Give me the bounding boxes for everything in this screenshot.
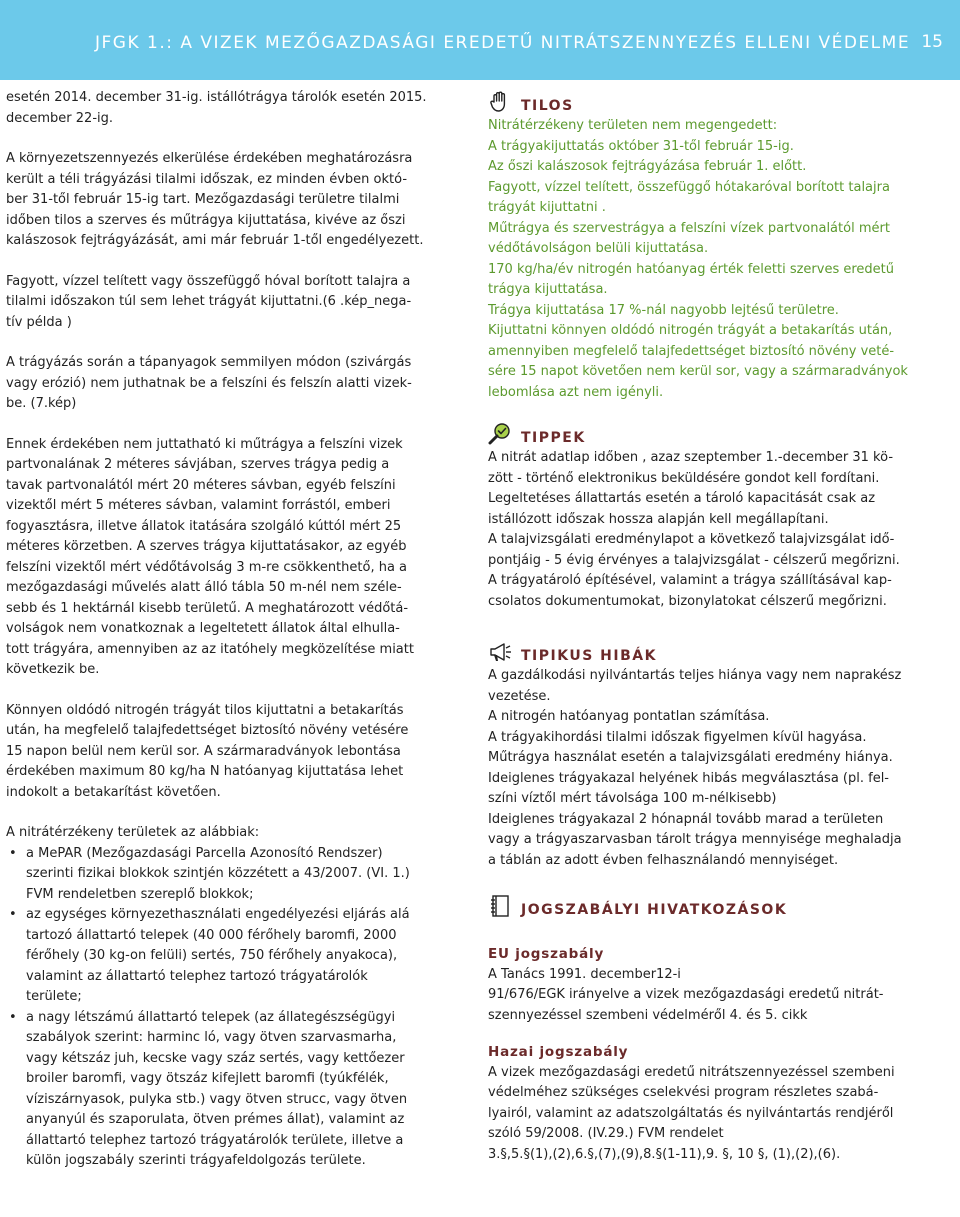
jogszabaly-heading — [488, 898, 948, 920]
hibak-heading — [488, 644, 948, 666]
text-line: Fagyott, vízzel telített, összefüggő hótakaróval borított talajra — [488, 179, 890, 195]
text-line: vezetése. — [488, 688, 551, 704]
text-line: csolatos dokumentumokat, bizonylatokat célszerű megőrizni. — [488, 593, 887, 609]
text-line: méteres körzetben. A szerves trágya kijuttatásakor, az egyéb — [6, 539, 407, 554]
notebook-icon — [488, 894, 512, 918]
text-line: volságok nem vonatkoznak a legeltetett állatok által elhulla- — [6, 621, 400, 636]
text-line: A gazdálkodási nyilvántartás teljes hiánya vagy nem naprakész — [488, 668, 902, 683]
text-line: A Tanács 1991. december12-i — [488, 966, 681, 982]
paragraph — [6, 701, 464, 804]
text-line: A környezetszennyezés elkerülése érdekében meghatározásra — [6, 151, 413, 166]
jogszabaly-title: JOGSZABÁLYI HIVATKOZÁSOK — [521, 902, 788, 918]
text-line: Kijuttatni könnyen oldódó nitrogén trágyát a betakarítás után, — [488, 323, 893, 338]
text-line: szerinti fizikai blokkok szintjén közzétett a 43/2007. (VI. 1.) — [26, 866, 410, 881]
text-line: Az őszi kalászosok fejtrágyázása február 1. előtt. — [488, 159, 807, 174]
text-line: anyanyúl és szaporulata, ötven prémes állat), valamint az — [26, 1112, 405, 1127]
text-line: felszíni vizektől mért védőtávolság 3 m-re csökkenthető, ha a — [6, 559, 408, 575]
text-line: Könnyen oldódó nitrogén trágyát tilos kijuttatni a betakarítás — [6, 702, 404, 718]
text-line: december 22-ig. — [6, 110, 114, 126]
header-title: JFGK 1.: A VIZEK MEZŐGAZDASÁGI EREDETŰ NITRÁTSZENNYEZÉS ELLENI VÉDELME — [95, 33, 911, 53]
text-line: istállózott időszak hossza alapján kell megállapítani. — [488, 511, 829, 527]
text-line: védőtávolságon belüli kijuttatása. — [488, 241, 709, 256]
text-line: vagy a trágyaszarvasban tárolt trágya mennyisége meghaladja — [488, 832, 902, 847]
text-line: sére 15 napot követően nem kerül sor, vagy a szármaradványok — [488, 364, 908, 379]
text-line: valamint az állattartó telephez tartozó trágyatárolók — [26, 968, 368, 984]
text-line: kalászosok fejtrágyázását, ami már február 1-től engedélyezett. — [6, 233, 424, 248]
tippek-section — [488, 426, 948, 612]
text-line: vagy erózió) nem juthatnak be a felszíni és felszín alatti vizek- — [6, 375, 412, 391]
jogszabaly-section — [488, 898, 948, 1165]
text-line: A trágyázás során a tápanyagok semmilyen módon (szivárgás — [6, 355, 412, 370]
left-column — [6, 88, 464, 1172]
text-line: területe; — [26, 989, 82, 1004]
text-line: be. (7.kép) — [6, 396, 77, 411]
text-line: pontjáig - 5 évig érvényes a talajvizsgálat - célszerű megőrizni. — [488, 552, 900, 568]
text-line: amennyiben megfelelő talajfedettséget biztosító növény veté- — [488, 343, 895, 359]
text-line: állattartó telephez tartozó trágyatárolók területe, illetve a — [26, 1132, 404, 1148]
text-line: tilalmi időszakon túl sem lehet trágyát kijuttatni.(6 .kép_nega- — [6, 294, 412, 309]
text-line: • a MePAR (Mezőgazdasági Parcella Azonosító Rendszer) — [26, 845, 383, 861]
tippek-heading — [488, 426, 948, 448]
paragraph — [6, 435, 464, 681]
text-line: ber 31-től február 15-ig tart. Mezőgazdasági területre tilalmi — [6, 192, 400, 207]
text-line: került a téli trágyázási tilalmi időszak, ez minden évben októ- — [6, 171, 408, 187]
text-line: 170 kg/ha/év nitrogén hatóanyag érték feletti szerves eredetű — [488, 261, 895, 277]
text-line: tott trágyára, amennyiben az az itatóhely megközelítése miatt — [6, 641, 414, 657]
text-line: A trágyakihordási tilalmi időszak figyelmen kívül hagyása. — [488, 729, 867, 745]
text-line: A talajvizsgálati eredménylapot a következő talajvizsgálat idő- — [488, 532, 895, 547]
stop-hand-icon — [488, 90, 512, 114]
text-line: Trágya kijuttatása 17 %-nál nagyobb lejtésű területre. — [488, 302, 839, 318]
text-line: férőhely (30 kg-on felüli) sertés, 750 férőhely anyakoca), — [26, 948, 398, 963]
nitrate-area-list — [6, 844, 464, 1172]
eu-law-heading: EU jogszabály — [488, 946, 605, 962]
text-line: mezőgazdasági művelés alatt álló tábla 50 m-nél nem széle- — [6, 580, 402, 595]
text-line: trágyát kijuttatni . — [488, 200, 606, 215]
text-line: • az egységes környezethasználati engedélyezési eljárás alá — [26, 907, 410, 922]
text-line: vizektől mért 5 méteres sávban, valamint forrástól, emberi — [6, 498, 391, 513]
text-line: vagy kétszáz juh, kecske vagy száz sertés, vagy kettőezer — [26, 1050, 405, 1066]
text-line: fogyasztásra, illetve állatok itatására szolgáló kúttól mért 25 — [6, 518, 402, 534]
eu-law-body — [488, 965, 948, 1027]
text-line: szennyezéssel szembeni védelméről 4. és 5. cikk — [488, 1007, 808, 1023]
text-line: víziszárnyasok, pulyka stb.) vagy ötven strucc, vagy ötven — [26, 1091, 408, 1107]
text-line: 91/676/EGK irányelve a vizek mezőgazdasági eredetű nitrát- — [488, 987, 884, 1002]
text-line: Nitrátérzékeny területen nem megengedett: — [488, 118, 778, 133]
tilos-body — [488, 116, 948, 403]
text-line: A nitrát adatlap időben , azaz szeptember 1.-december 31 kö- — [488, 450, 894, 465]
text-line: sebb és 1 hektárnál kisebb területű. A meghatározott védőtá- — [6, 600, 409, 616]
list-item — [6, 1008, 464, 1172]
text-line: tív példa ) — [6, 314, 72, 330]
hibak-body — [488, 666, 948, 871]
text-line: lebomlása azt nem igényli. — [488, 384, 664, 400]
text-line: • a nagy létszámú állattartó telepek (az állategészségügyi — [26, 1009, 396, 1025]
text-line: A trágyatároló építésével, valamint a trágya szállításával kap- — [488, 573, 892, 588]
text-line: Ennek érdekében nem juttatható ki műtrágya a felszíni vizek — [6, 436, 403, 452]
paragraph — [6, 272, 464, 334]
tilos-heading — [488, 94, 948, 116]
hibak-section — [488, 644, 948, 871]
text-line: FVM rendeletben szereplő blokkok; — [26, 886, 254, 902]
paragraph — [6, 353, 464, 415]
hibak-title: TIPIKUS HIBÁK — [521, 648, 657, 664]
page-header — [0, 0, 960, 80]
text-line: zött - történő elektronikus beküldésére gondot kell fordítani. — [488, 470, 880, 486]
text-line: A trágyakijuttatás október 31-től február 15-ig. — [488, 138, 794, 154]
paragraph — [6, 823, 464, 844]
hazai-law-heading: Hazai jogszabály — [488, 1044, 629, 1060]
text-line: esetén 2014. december 31-ig. istállótrágya tárolók esetén 2015. — [6, 90, 427, 105]
text-line: időben tilos a szerves és műtrágya kijuttatása, kivéve az őszi — [6, 212, 406, 228]
magnifier-check-icon — [488, 422, 512, 446]
text-line: következik be. — [6, 662, 100, 677]
text-line: partvonalának 2 méteres sávjában, szerves trágya pedig a — [6, 457, 390, 472]
paragraph — [6, 88, 464, 129]
text-line: a táblán az adott évben felhasználandó mennyiséget. — [488, 852, 839, 868]
tippek-body — [488, 448, 948, 612]
text-line: 15 napon belül nem kerül sor. A szármaradványok lebontása — [6, 743, 401, 759]
text-line: érdekében maximum 80 kg/ha N hatóanyag kijuttatása lehet — [6, 764, 404, 779]
text-line: szóló 59/2008. (IV.29.) FVM rendelet — [488, 1126, 724, 1141]
text-line: tavak partvonalától mért 20 méteres sávban, egyéb felszíni — [6, 477, 396, 493]
text-line: broiler baromfi, vagy ötszáz kifejlett baromfi (tyúkfélék, — [26, 1071, 389, 1086]
text-line: tartozó állattartó telepek (40 000 férőhely baromfi, 2000 — [26, 927, 397, 943]
text-line: külön jogszabály szerinti trágyafeldolgozás területe. — [26, 1153, 366, 1168]
text-line: Legeltetéses állattartás esetén a tároló kapacitását csak az — [488, 491, 876, 506]
text-line: A nitrogén hatóanyag pontatlan számítása. — [488, 709, 770, 724]
text-line: színi víztől mért távolsága 100 m-nélkisebb) — [488, 791, 777, 806]
text-line: trágya kijuttatása. — [488, 282, 608, 297]
list-item — [6, 844, 464, 906]
text-line: védelméhez szükséges cselekvési program részletes szabá- — [488, 1085, 879, 1100]
text-line: Fagyott, vízzel telített vagy összefüggő hóval borított talajra a — [6, 273, 411, 289]
list-item — [6, 905, 464, 1008]
hazai-law-body — [488, 1063, 948, 1166]
text-line: A nitrátérzékeny területek az alábbiak: — [6, 825, 260, 840]
page-number: 15 — [921, 32, 943, 52]
text-line: Ideiglenes trágyakazal helyének hibás megválasztása (pl. fel- — [488, 770, 889, 786]
text-line: lyairól, valamint az adatszolgáltatás és nyilvántartás rendjéről — [488, 1105, 894, 1121]
text-line: indokolt a betakarítást követően. — [6, 784, 221, 800]
text-line: A vizek mezőgazdasági eredetű nitrátszennyezéssel szembeni — [488, 1064, 895, 1080]
tilos-section — [488, 94, 948, 403]
text-line: 3.§,5.§(1),(2),6.§,(7),(9),8.§(1-11),9. §, 10 §, (1),(2),(6). — [488, 1146, 841, 1162]
text-line: után, ha megfelelő talajfedettséget biztosító növény vetésére — [6, 723, 409, 738]
text-line: szabályok szerint: harminc ló, vagy ötven szarvasmarha, — [26, 1030, 397, 1045]
tilos-title: TILOS — [521, 98, 574, 114]
paragraph — [6, 149, 464, 252]
tippek-title: TIPPEK — [521, 430, 586, 446]
text-line: Műtrágya és szervestrágya a felszíni vízek partvonalától mért — [488, 220, 890, 236]
text-line: Műtrágya használat esetén a talajvizsgálati eredmény hiánya. — [488, 750, 893, 765]
megaphone-icon — [488, 640, 512, 664]
text-line: Ideiglenes trágyakazal 2 hónapnál tovább marad a területen — [488, 811, 884, 827]
